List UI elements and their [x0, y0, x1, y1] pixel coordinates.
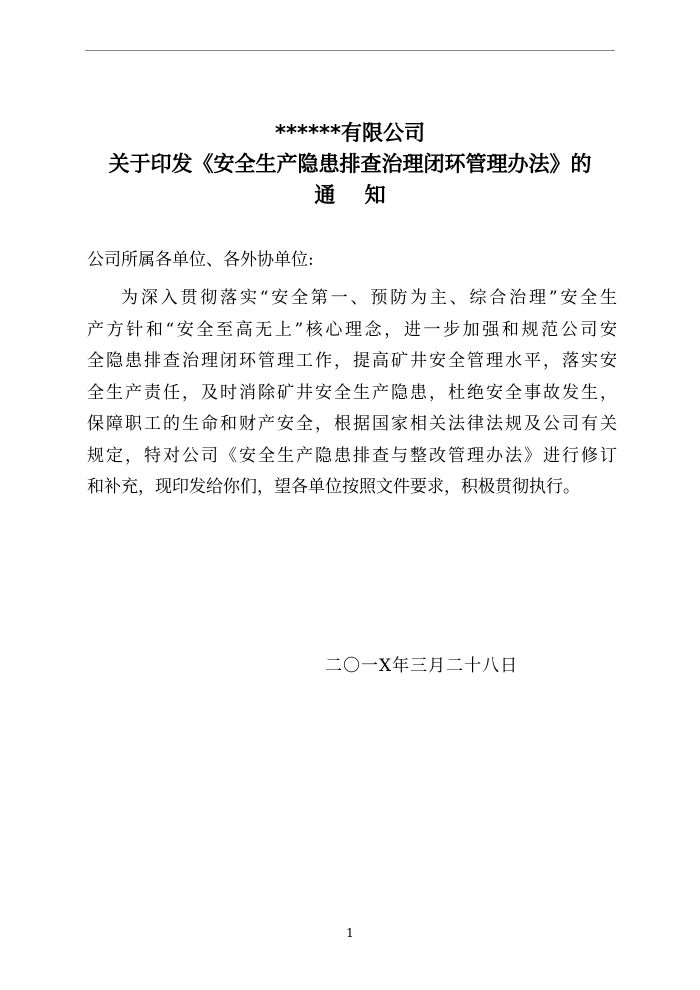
- body-line: 和补充，现印发给你们，望各单位按照文件要求，积极贯彻执行。: [87, 477, 580, 497]
- body-line: 全隐患排查治理闭环管理工作，提高矿井安全管理水平，落实安: [87, 351, 617, 371]
- body-line: 规定，特对公司《安全生产隐患排查与整改管理办法》进行修订: [87, 445, 617, 466]
- body-line: 保障职工的生命和财产安全，根据国家相关法律法规及公司有关: [87, 414, 617, 434]
- issue-date: 二〇一Ⅹ年三月二十八日: [325, 656, 519, 676]
- salutation: 公司所属各单位、各外协单位:: [87, 250, 314, 270]
- header-rule: [85, 50, 615, 51]
- title-subject: 关于印发《安全生产隐患排查治理闭环管理办法》的: [108, 152, 592, 176]
- page-number: 1: [346, 926, 354, 940]
- title-company: ******有限公司: [275, 121, 425, 145]
- title-notice: 通 知: [314, 183, 386, 207]
- body-line: 产方针和“安全至高无上”核心理念，进一步加强和规范公司安: [87, 319, 617, 340]
- body-line: 全生产责任，及时消除矿井安全生产隐患，杜绝安全事故发生，: [87, 382, 617, 403]
- body-paragraph: [87, 283, 617, 504]
- body-line: 为深入贯彻落实“安全第一、预防为主、综合治理”安全生: [121, 288, 617, 308]
- document-title: [0, 118, 700, 211]
